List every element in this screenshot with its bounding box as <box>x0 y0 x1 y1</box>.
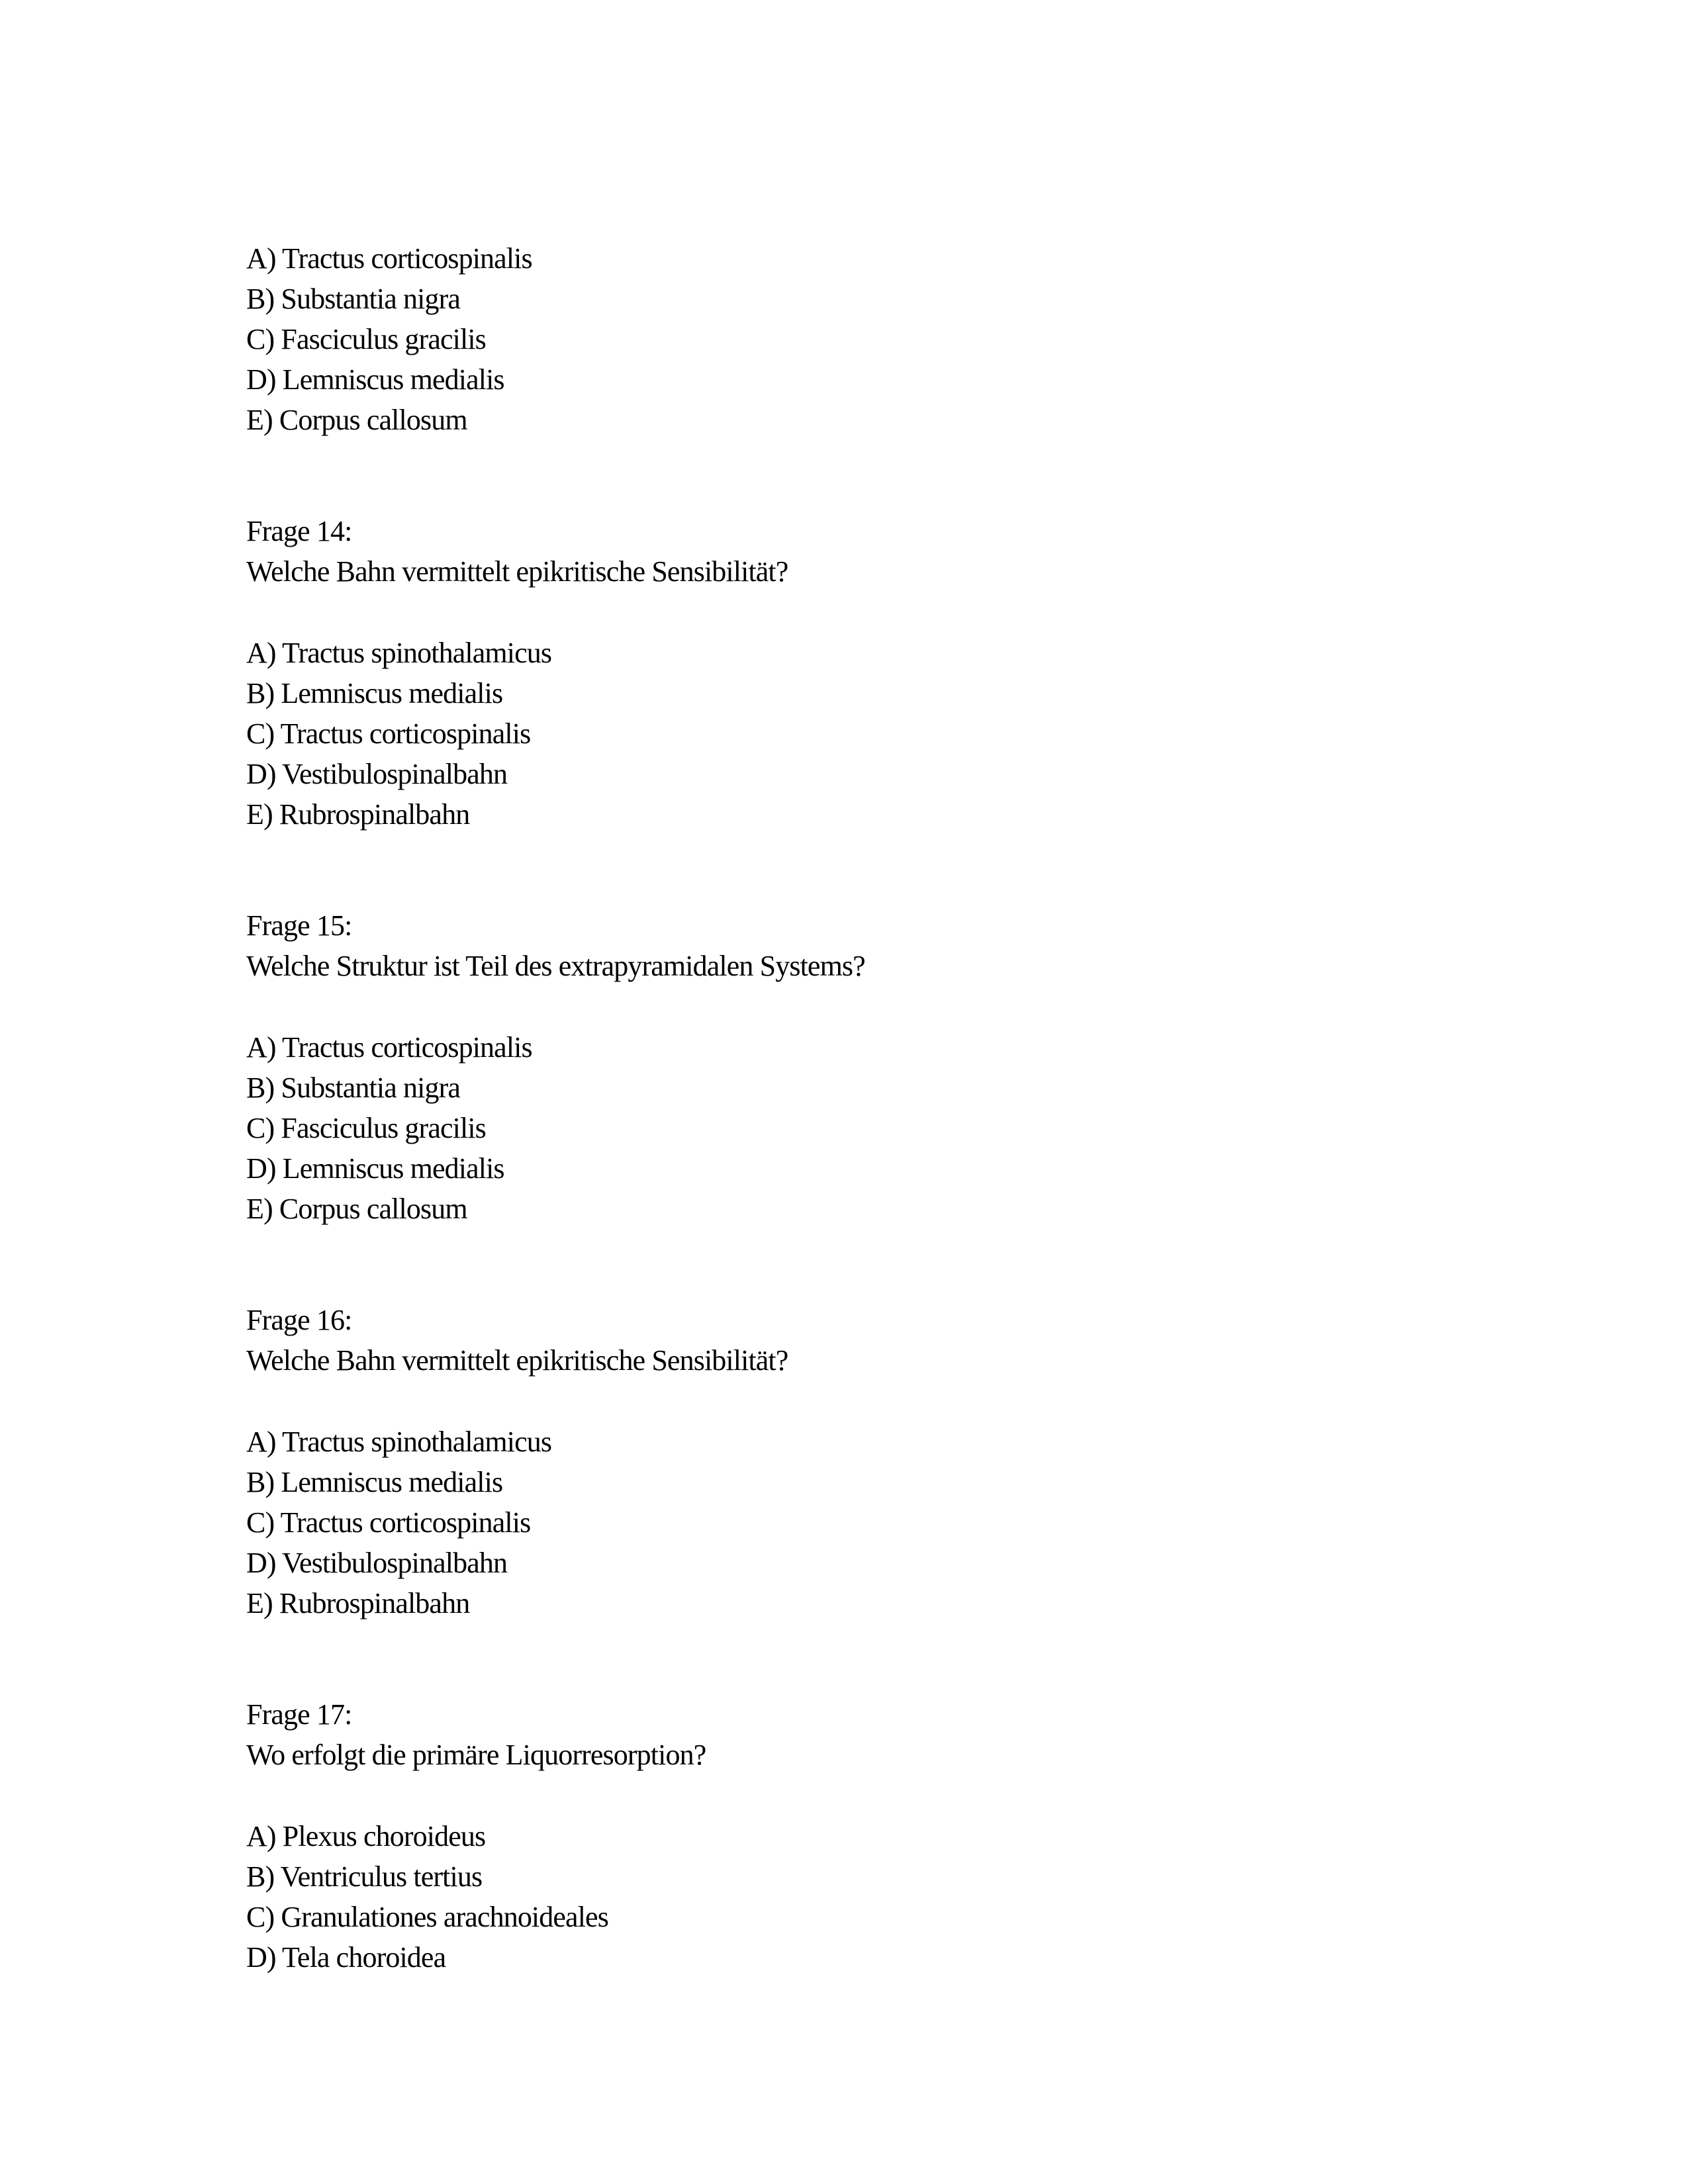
frage-label: Frage 16: <box>246 1304 352 1336</box>
continuation-options <box>246 238 1489 440</box>
frage-label: Frage 15: <box>246 909 352 942</box>
frage-label: Frage 17: <box>246 1698 352 1731</box>
option-line: C) Fasciculus gracilis <box>246 323 486 355</box>
question-block-frage-16 <box>246 1300 1489 1623</box>
options-list <box>246 633 1489 835</box>
option-line: D) Tela choroidea <box>246 1941 446 1974</box>
option-line: A) Tractus spinothalamicus <box>246 1426 552 1458</box>
option-line: C) Tractus corticospinalis <box>246 1506 531 1539</box>
option-line: A) Tractus corticospinalis <box>246 242 532 275</box>
option-line: E) Corpus callosum <box>246 404 467 436</box>
option-line: B) Substantia nigra <box>246 283 461 315</box>
option-line: C) Fasciculus gracilis <box>246 1112 486 1144</box>
option-line: D) Vestibulospinalbahn <box>246 1547 508 1579</box>
option-line: B) Lemniscus medialis <box>246 1466 503 1498</box>
option-line: E) Corpus callosum <box>246 1193 467 1225</box>
options-list <box>246 1816 1489 1978</box>
option-line: D) Lemniscus medialis <box>246 1152 504 1185</box>
frage-text: Welche Struktur ist Teil des extrapyramidalen Systems? <box>246 950 865 982</box>
frage-text: Welche Bahn vermittelt epikritische Sensibilität? <box>246 1344 788 1377</box>
frage-label: Frage 14: <box>246 515 352 547</box>
option-line: B) Lemniscus medialis <box>246 677 503 709</box>
options-list <box>246 1422 1489 1623</box>
option-line: E) Rubrospinalbahn <box>246 798 470 831</box>
option-line: A) Tractus corticospinalis <box>246 1031 532 1064</box>
frage-text: Welche Bahn vermittelt epikritische Sensibilität? <box>246 555 788 588</box>
question-block-frage-17 <box>246 1694 1489 1978</box>
option-line: C) Granulationes arachnoideales <box>246 1901 608 1933</box>
frage-text: Wo erfolgt die primäre Liquorresorption? <box>246 1739 706 1771</box>
options-list <box>246 1027 1489 1229</box>
option-line: C) Tractus corticospinalis <box>246 717 531 750</box>
option-line: E) Rubrospinalbahn <box>246 1587 470 1619</box>
question-block-frage-15 <box>246 905 1489 1229</box>
option-line: D) Vestibulospinalbahn <box>246 758 508 790</box>
option-line: A) Tractus spinothalamicus <box>246 637 552 669</box>
option-line: B) Substantia nigra <box>246 1071 461 1104</box>
option-line: A) Plexus choroideus <box>246 1820 486 1852</box>
question-block-frage-14 <box>246 511 1489 835</box>
option-line: B) Ventriculus tertius <box>246 1860 483 1893</box>
option-line: D) Lemniscus medialis <box>246 363 504 396</box>
